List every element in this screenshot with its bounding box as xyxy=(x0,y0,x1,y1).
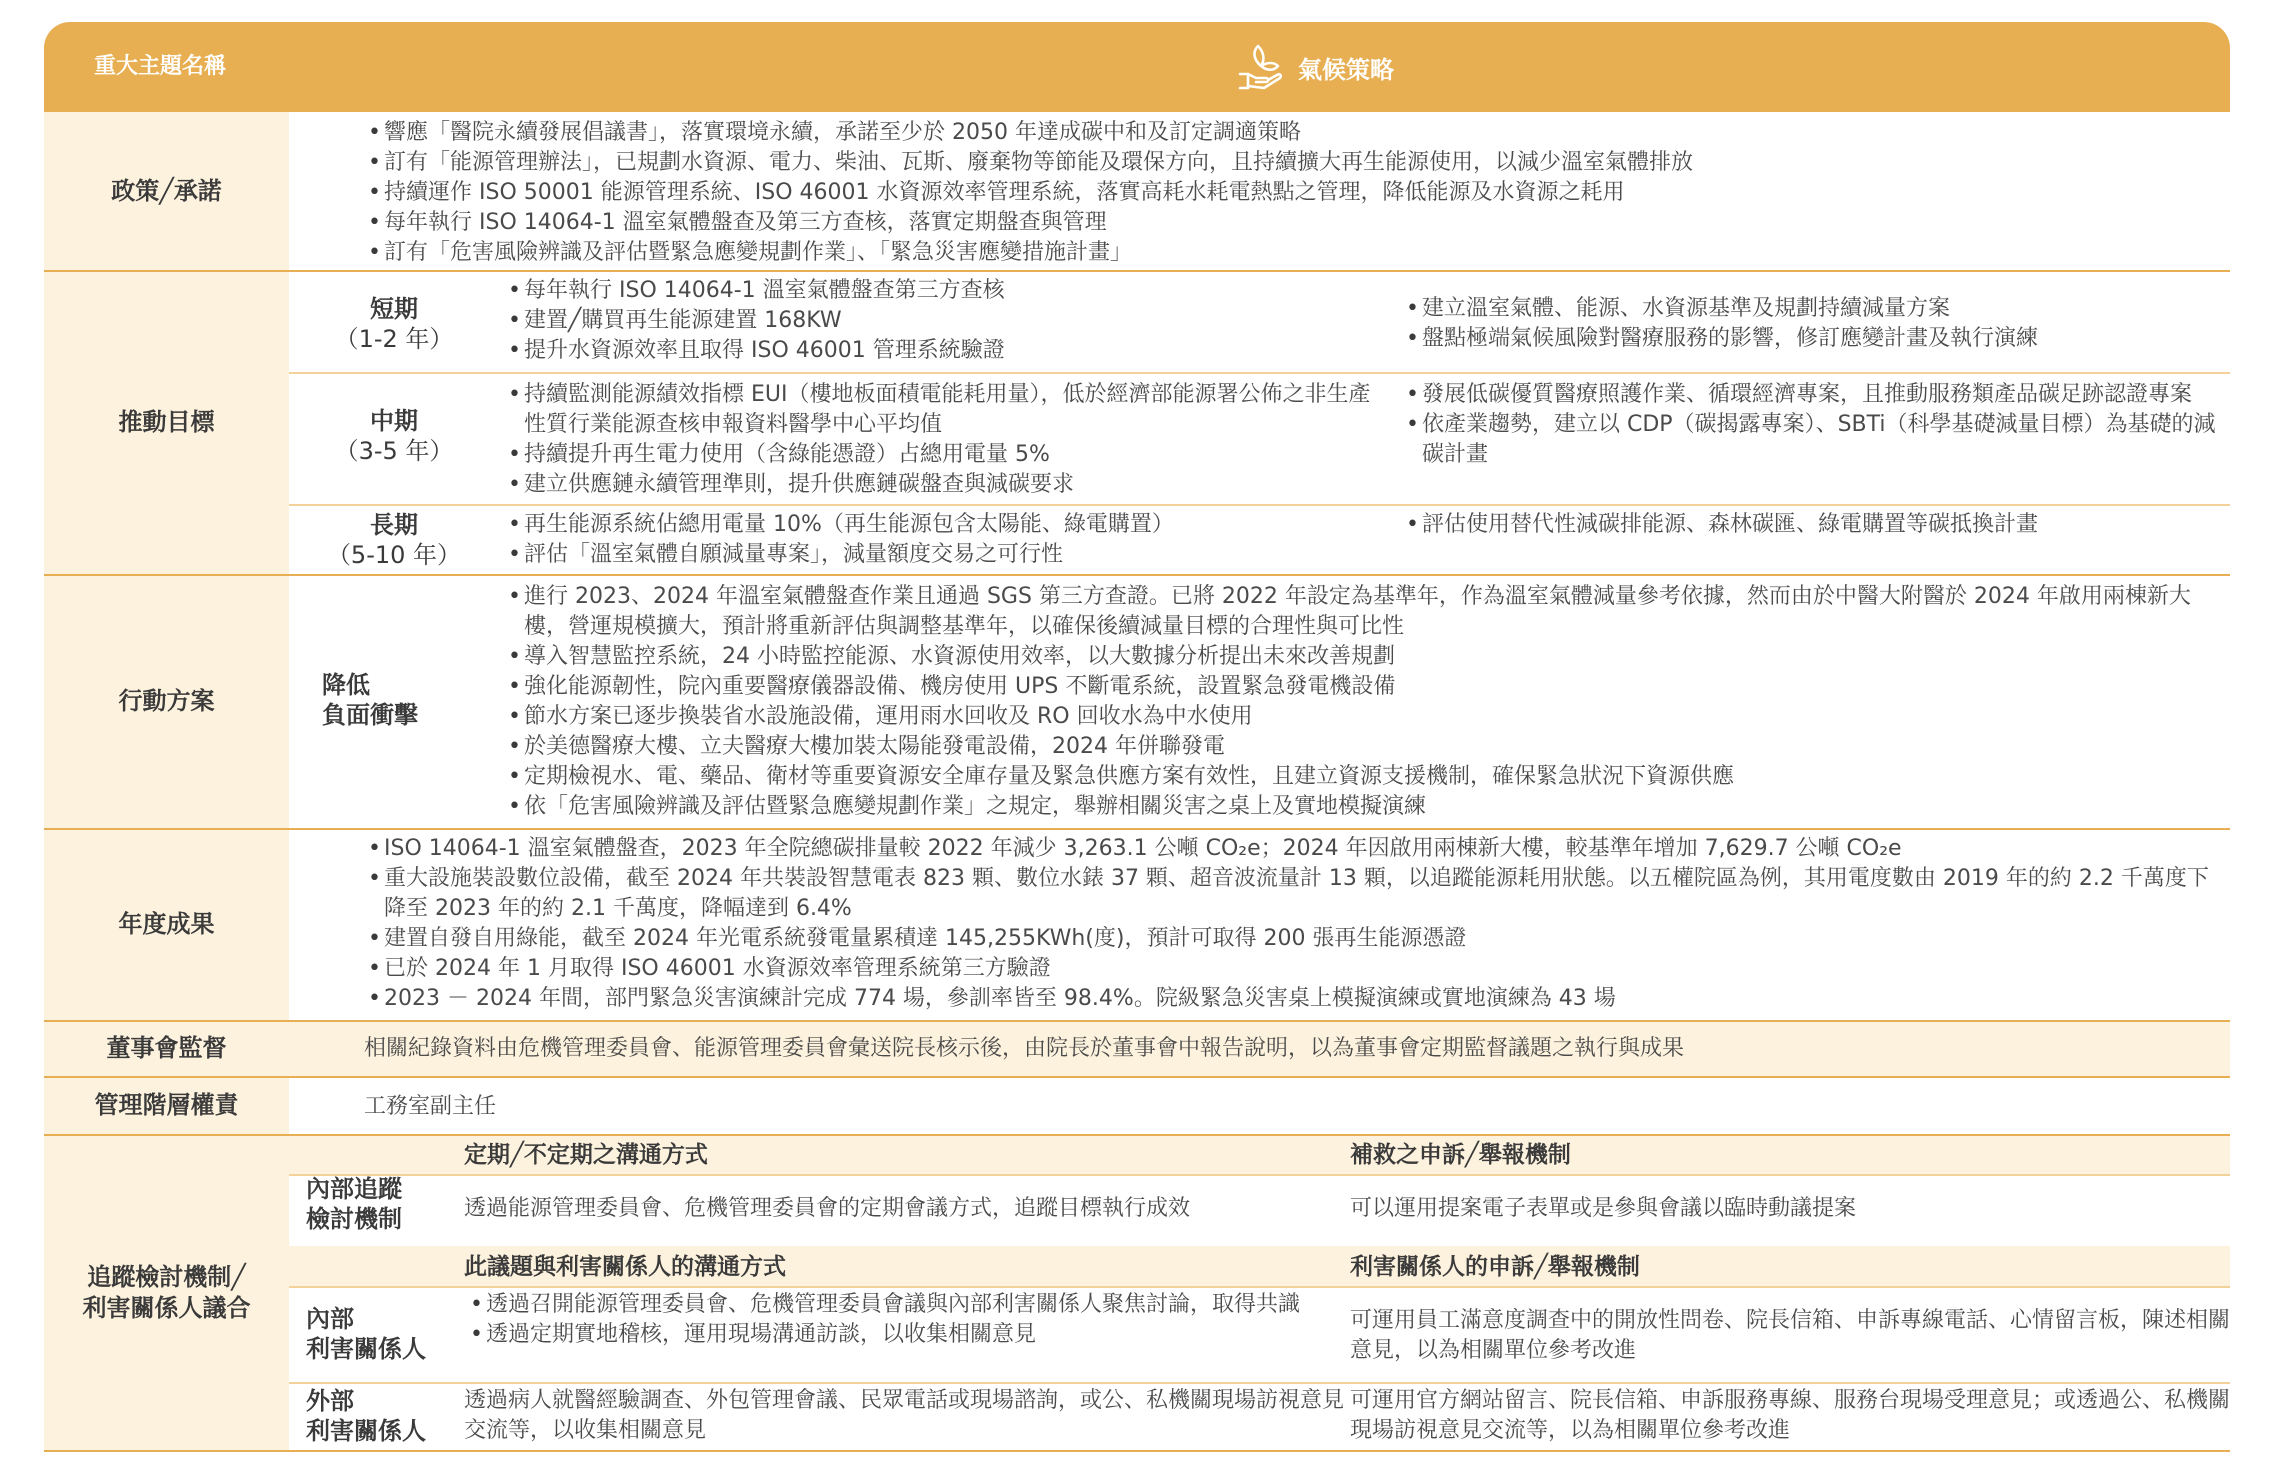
goal-short-period: （1-2 年） xyxy=(334,325,454,353)
tracking-label-line1: 追蹤檢討機制╱ xyxy=(87,1262,246,1291)
action-sub-line1: 降低 xyxy=(322,671,370,699)
internal-stake-right: 可運用員工滿意度調查中的開放性問卷、院長信箱、申訴專線電話、心情留言板，陳述相關意見，以為相關單位參考改進 xyxy=(1350,1308,2231,1363)
board-label: 董事會監督 xyxy=(44,1022,289,1076)
goal-long-left xyxy=(508,510,1378,570)
action-sub-label xyxy=(322,670,418,730)
goal-mid-title: 中期 xyxy=(370,407,418,435)
divider xyxy=(289,372,2230,374)
internal-track-line2: 檢討機制 xyxy=(306,1205,402,1233)
goal-short-right xyxy=(1406,294,2226,354)
list-item: • 依「危害風險辨識及評估暨緊急應變規劃作業」之規定，舉辦相關災害之桌上及實地模擬演練 xyxy=(508,792,2228,822)
list-item: • 持續監測能源績效指標 EUI（樓地板面積電能耗用量），低於經濟部能源署公佈之非生產性質行業能源查核申報資料醫學中心平均值 xyxy=(508,380,1378,440)
list-item: • 定期檢視水、電、藥品、衛材等重要資源安全庫存量及緊急供應方案有效性，且建立資源支援機制，確保緊急狀況下資源供應 xyxy=(508,762,2228,792)
table-header xyxy=(44,22,2230,112)
goal-short-label xyxy=(314,294,474,354)
external-stake-right: 可運用官方網站留言、院長信箱、申訴服務專線、服務台現場受理意見；或透過公、私機關現場訪視意見交流等，以為相關單位參考改進 xyxy=(1350,1388,2231,1443)
goal-long-period: （5-10 年） xyxy=(326,541,462,569)
list-item: • 盤點極端氣候風險對醫療服務的影響，修訂應變計畫及執行演練 xyxy=(1406,324,2226,354)
section-management xyxy=(44,1078,2230,1136)
tracking-head1-right: 補救之申訴╱舉報機制 xyxy=(1350,1142,1571,1168)
hand-leaf-icon xyxy=(1234,40,1288,94)
list-item: • ISO 14064-1 溫室氣體盤查，2023 年全院總碳排量較 2022 年減少 3,263.1 公噸 CO₂e；2024 年因啟用兩棟新大樓，較基準年增加 7,629.7 公噸 CO₂e xyxy=(368,834,2228,864)
list-item: • 每年執行 ISO 14064-1 溫室氣體盤查及第三方查核，落實定期盤查與管理 xyxy=(368,208,2208,238)
list-item: • 強化能源韌性，院內重要醫療儀器設備、機房使用 UPS 不斷電系統，設置緊急發電機設備 xyxy=(508,672,2228,702)
internal-stake-line1: 內部 xyxy=(306,1305,354,1333)
list-item: • 訂有「危害風險辨識及評估暨緊急應變規劃作業」、「緊急災害應變措施計畫」 xyxy=(368,238,2208,268)
tracking-head2-left: 此議題與利害關係人的溝通方式 xyxy=(464,1254,786,1280)
list-item: • 導入智慧監控系統，24 小時監控能源、水資源使用效率，以大數據分析提出未來改善規劃 xyxy=(508,642,2228,672)
board-text: 相關紀錄資料由危機管理委員會、能源管理委員會彙送院長核示後，由院長於董事會中報告說明，以為董事會定期監督議題之執行與成果 xyxy=(364,1036,1685,1061)
goal-mid-period: （3-5 年） xyxy=(334,437,454,465)
divider xyxy=(289,1286,2230,1288)
section-results xyxy=(44,830,2230,1022)
list-item: • 持續提升再生電力使用（含綠能憑證）占總用電量 5% xyxy=(508,440,1378,470)
external-stake-left: 透過病人就醫經驗調查、外包管理會議、民眾電話或現場諮詢，或公、私機關現場訪視意見交流等，以收集相關意見 xyxy=(464,1388,1345,1443)
list-item: • 建立供應鏈永續管理準則，提升供應鏈碳盤查與減碳要求 xyxy=(508,470,1378,500)
goal-short-title: 短期 xyxy=(370,295,418,323)
results-list xyxy=(368,834,2228,1014)
list-item: • 重大設施裝設數位設備，截至 2024 年共裝設智慧電表 823 顆、數位水錶 37 顆、超音波流量計 13 顆，以追蹤能源耗用狀態。以五權院區為例，其用電度數由 2019 年的約 2.2 千萬度下降至 2023 年的約 2.1 千萬度，降幅達到 6.4% xyxy=(368,864,2228,924)
list-item: • 於美德醫療大樓、立夫醫療大樓加裝太陽能發電設備，2024 年併聯發電 xyxy=(508,732,2228,762)
list-item: • 發展低碳優質醫療照護作業、循環經濟專案，且推動服務類產品碳足跡認證專案 xyxy=(1406,380,2226,410)
divider xyxy=(289,504,2230,506)
list-item: • 響應「醫院永續發展倡議書」，落實環境永續，承諾至少於 2050 年達成碳中和及訂定調適策略 xyxy=(368,118,2208,148)
header-topic-title xyxy=(1234,40,1394,94)
section-tracking xyxy=(44,1136,2230,1462)
management-text: 工務室副主任 xyxy=(364,1094,497,1119)
internal-stake-label xyxy=(306,1304,426,1364)
goal-long-right xyxy=(1406,510,2226,540)
goal-long-title: 長期 xyxy=(370,511,418,539)
header-topic-label: 重大主題名稱 xyxy=(94,54,227,79)
goal-long-label xyxy=(314,510,474,570)
list-item: • 建置╱購買再生能源建置 168KW xyxy=(508,306,1388,336)
divider xyxy=(289,1174,2230,1176)
list-item: • 已於 2024 年 1 月取得 ISO 46001 水資源效率管理系統第三方驗證 xyxy=(368,954,2228,984)
internal-stake-line2: 利害關係人 xyxy=(306,1335,426,1363)
tracking-label xyxy=(44,1136,289,1450)
internal-track-label xyxy=(306,1174,402,1234)
action-list xyxy=(508,582,2228,822)
list-item: • 透過定期實地稽核，運用現場溝通訪談，以收集相關意見 xyxy=(470,1320,1340,1350)
list-item: • 節水方案已逐步換裝省水設施設備，運用雨水回收及 RO 回收水為中水使用 xyxy=(508,702,2228,732)
policy-label: 政策╱承諾 xyxy=(44,112,289,272)
list-item: • 每年執行 ISO 14064-1 溫室氣體盤查第三方查核 xyxy=(508,276,1388,306)
goal-mid-right xyxy=(1406,380,2226,470)
tracking-label-line2: 利害關係人議合 xyxy=(82,1294,251,1322)
action-label: 行動方案 xyxy=(44,576,289,828)
external-stake-label xyxy=(306,1386,426,1446)
action-sub-line2: 負面衝擊 xyxy=(322,701,418,729)
policy-list xyxy=(368,118,2208,268)
external-stake-line2: 利害關係人 xyxy=(306,1417,426,1445)
section-action xyxy=(44,576,2230,830)
divider xyxy=(44,1450,2230,1452)
section-policy xyxy=(44,112,2230,272)
internal-track-left: 透過能源管理委員會、危機管理委員會的定期會議方式，追蹤目標執行成效 xyxy=(464,1196,1191,1221)
tracking-head1-left: 定期╱不定期之溝通方式 xyxy=(464,1142,708,1168)
list-item: • 透過召開能源管理委員會、危機管理委員會議與內部利害關係人聚焦討論，取得共識 xyxy=(470,1290,1340,1320)
header-topic-name: 氣候策略 xyxy=(1298,55,1394,84)
list-item: • 再生能源系統佔總用電量 10%（再生能源包含太陽能、綠電購置） xyxy=(508,510,1378,540)
internal-track-line1: 內部追蹤 xyxy=(306,1175,402,1203)
list-item: • 建立溫室氣體、能源、水資源基準及規劃持續減量方案 xyxy=(1406,294,2226,324)
list-item: • 持續運作 ISO 50001 能源管理系統、ISO 46001 水資源效率管理系統，落實高耗水耗電熱點之管理，降低能源及水資源之耗用 xyxy=(368,178,2208,208)
internal-stake-left xyxy=(470,1290,1340,1350)
list-item: • 訂有「能源管理辦法」，已規劃水資源、電力、柴油、瓦斯、廢棄物等節能及環保方向，且持續擴大再生能源使用，以減少溫室氣體排放 xyxy=(368,148,2208,178)
goal-short-left xyxy=(508,276,1388,366)
list-item: • 進行 2023、2024 年溫室氣體盤查作業且通過 SGS 第三方查證。已將 2022 年設定為基準年，作為溫室氣體減量參考依據，然而由於中醫大附醫於 2024 年啟用兩棟新大樓，營運規模擴大，預計將重新評估與調整基準年，以確保後續減量目標的合理性與可比性 xyxy=(508,582,2228,642)
list-item: • 提升水資源效率且取得 ISO 46001 管理系統驗證 xyxy=(508,336,1388,366)
list-item: • 2023 － 2024 年間，部門緊急災害演練計完成 774 場，參訓率皆至 98.4%。院級緊急災害桌上模擬演練或實地演練為 43 場 xyxy=(368,984,2228,1014)
external-stake-line1: 外部 xyxy=(306,1387,354,1415)
section-goals xyxy=(44,272,2230,576)
list-item: • 評估「溫室氣體自願減量專案」，減量額度交易之可行性 xyxy=(508,540,1378,570)
divider xyxy=(289,1382,2230,1384)
results-label: 年度成果 xyxy=(44,830,289,1020)
list-item: • 評估使用替代性減碳排能源、森林碳匯、綠電購置等碳抵換計畫 xyxy=(1406,510,2226,540)
list-item: • 建置自發自用綠能，截至 2024 年光電系統發電量累積達 145,255KWh(度)，預計可取得 200 張再生能源憑證 xyxy=(368,924,2228,954)
goal-mid-label xyxy=(314,406,474,466)
section-board xyxy=(44,1022,2230,1078)
goal-mid-left xyxy=(508,380,1378,500)
internal-track-right: 可以運用提案電子表單或是參與會議以臨時動議提案 xyxy=(1350,1196,1857,1221)
management-label: 管理階層權責 xyxy=(44,1078,289,1134)
tracking-head2-right: 利害關係人的申訴╱舉報機制 xyxy=(1350,1254,1640,1280)
goals-label: 推動目標 xyxy=(44,272,289,574)
list-item: • 依產業趨勢，建立以 CDP（碳揭露專案）、SBTi（科學基礎減量目標）為基礎的減碳計畫 xyxy=(1406,410,2226,470)
